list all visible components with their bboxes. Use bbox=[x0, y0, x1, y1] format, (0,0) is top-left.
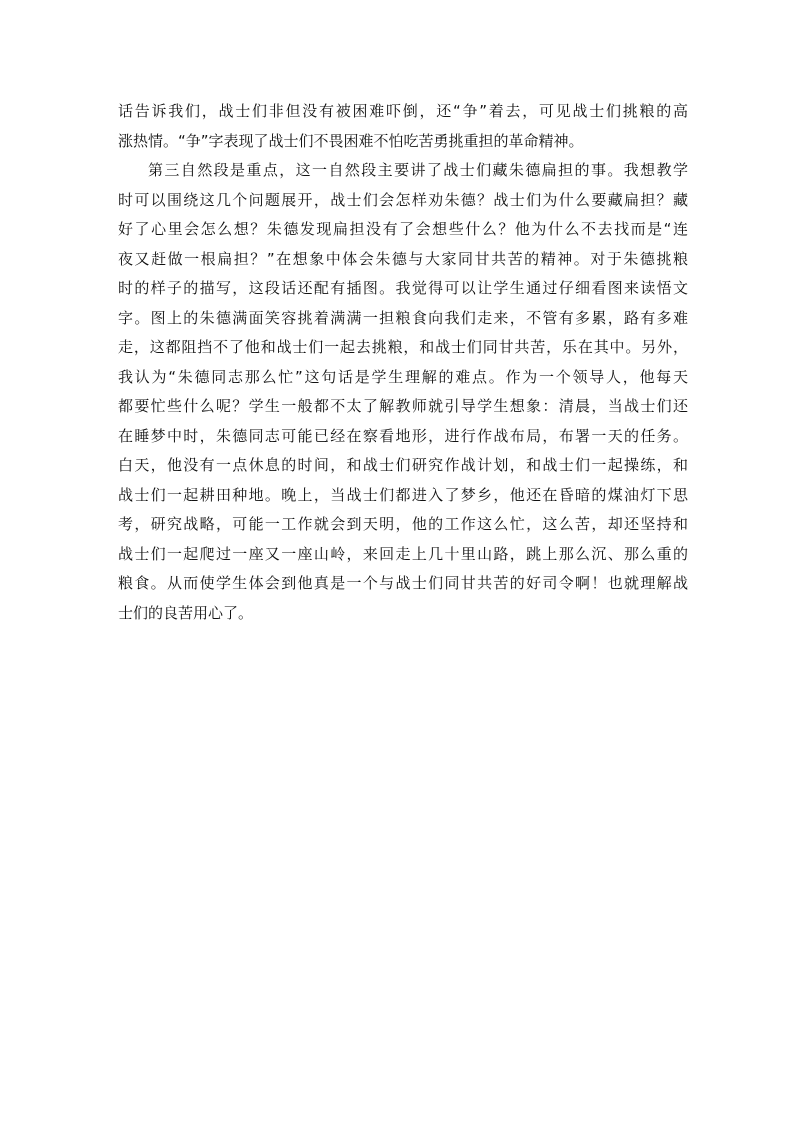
body-text bbox=[118, 97, 688, 628]
text-line: 走，这都阻挡不了他和战士们一起去挑粮，和战士们同甘共苦，乐在其中。另外， bbox=[118, 338, 688, 356]
text-line: 我认为“朱德同志那么忙”这句话是学生理解的难点。作为一个领导人，他每天 bbox=[118, 367, 688, 386]
text-line: 好了心里会怎么想？朱德发现扁担没有了会想些什么？他为什么不去找而是“连 bbox=[118, 220, 688, 238]
text-line: 战士们一起耕田种地。晚上，当战士们都进入了梦乡，他还在昏暗的煤油灯下思 bbox=[118, 485, 688, 504]
text-line: 话告诉我们，战士们非但没有被困难吓倒，还“争”着去，可见战士们挑粮的高 bbox=[118, 102, 688, 120]
text-line: 考，研究战略，可能一工作就会到天明，他的工作这么忙，这么苦，却还坚持和 bbox=[118, 515, 688, 533]
text-line: 粮食。从而使学生体会到他真是一个与战士们同甘共苦的好司令啊！也就理解战 bbox=[118, 574, 688, 592]
text-line: 士们的良苦用心了。 bbox=[118, 603, 254, 622]
text-line: 字。图上的朱德满面笑容挑着满满一担粮食向我们走来，不管有多累，路有多难 bbox=[118, 308, 688, 327]
text-line: 白天，他没有一点休息的时间，和战士们研究作战计划，和战士们一起操练，和 bbox=[118, 456, 688, 474]
text-line: 战士们一起爬过一座又一座山岭，来回走上几十里山路，跳上那么沉、那么重的 bbox=[118, 544, 688, 563]
paragraph-start-line: 第三自然段是重点，这一自然段主要讲了战士们藏朱德扁担的事。我想教学 bbox=[148, 161, 688, 179]
text-line: 夜又赶做一根扁担？”在想象中体会朱德与大家同甘共苦的精神。对于朱德挑粮 bbox=[118, 249, 688, 268]
text-line: 在睡梦中时，朱德同志可能已经在察看地形，进行作战布局，布署一天的任务。 bbox=[118, 426, 688, 445]
text-line: 时的样子的描写，这段话还配有插图。我觉得可以让学生通过仔细看图来读悟文 bbox=[118, 279, 688, 297]
text-line: 时可以围绕这几个问题展开，战士们会怎样劝朱德？战士们为什么要藏扁担？藏 bbox=[118, 190, 688, 209]
text-line: 涨热情。“争”字表现了战士们不畏困难不怕吃苦勇挑重担的革命精神。 bbox=[118, 131, 584, 150]
text-line: 都要忙些什么呢？学生一般都不太了解教师就引导学生想象：清晨，当战士们还 bbox=[118, 397, 688, 415]
